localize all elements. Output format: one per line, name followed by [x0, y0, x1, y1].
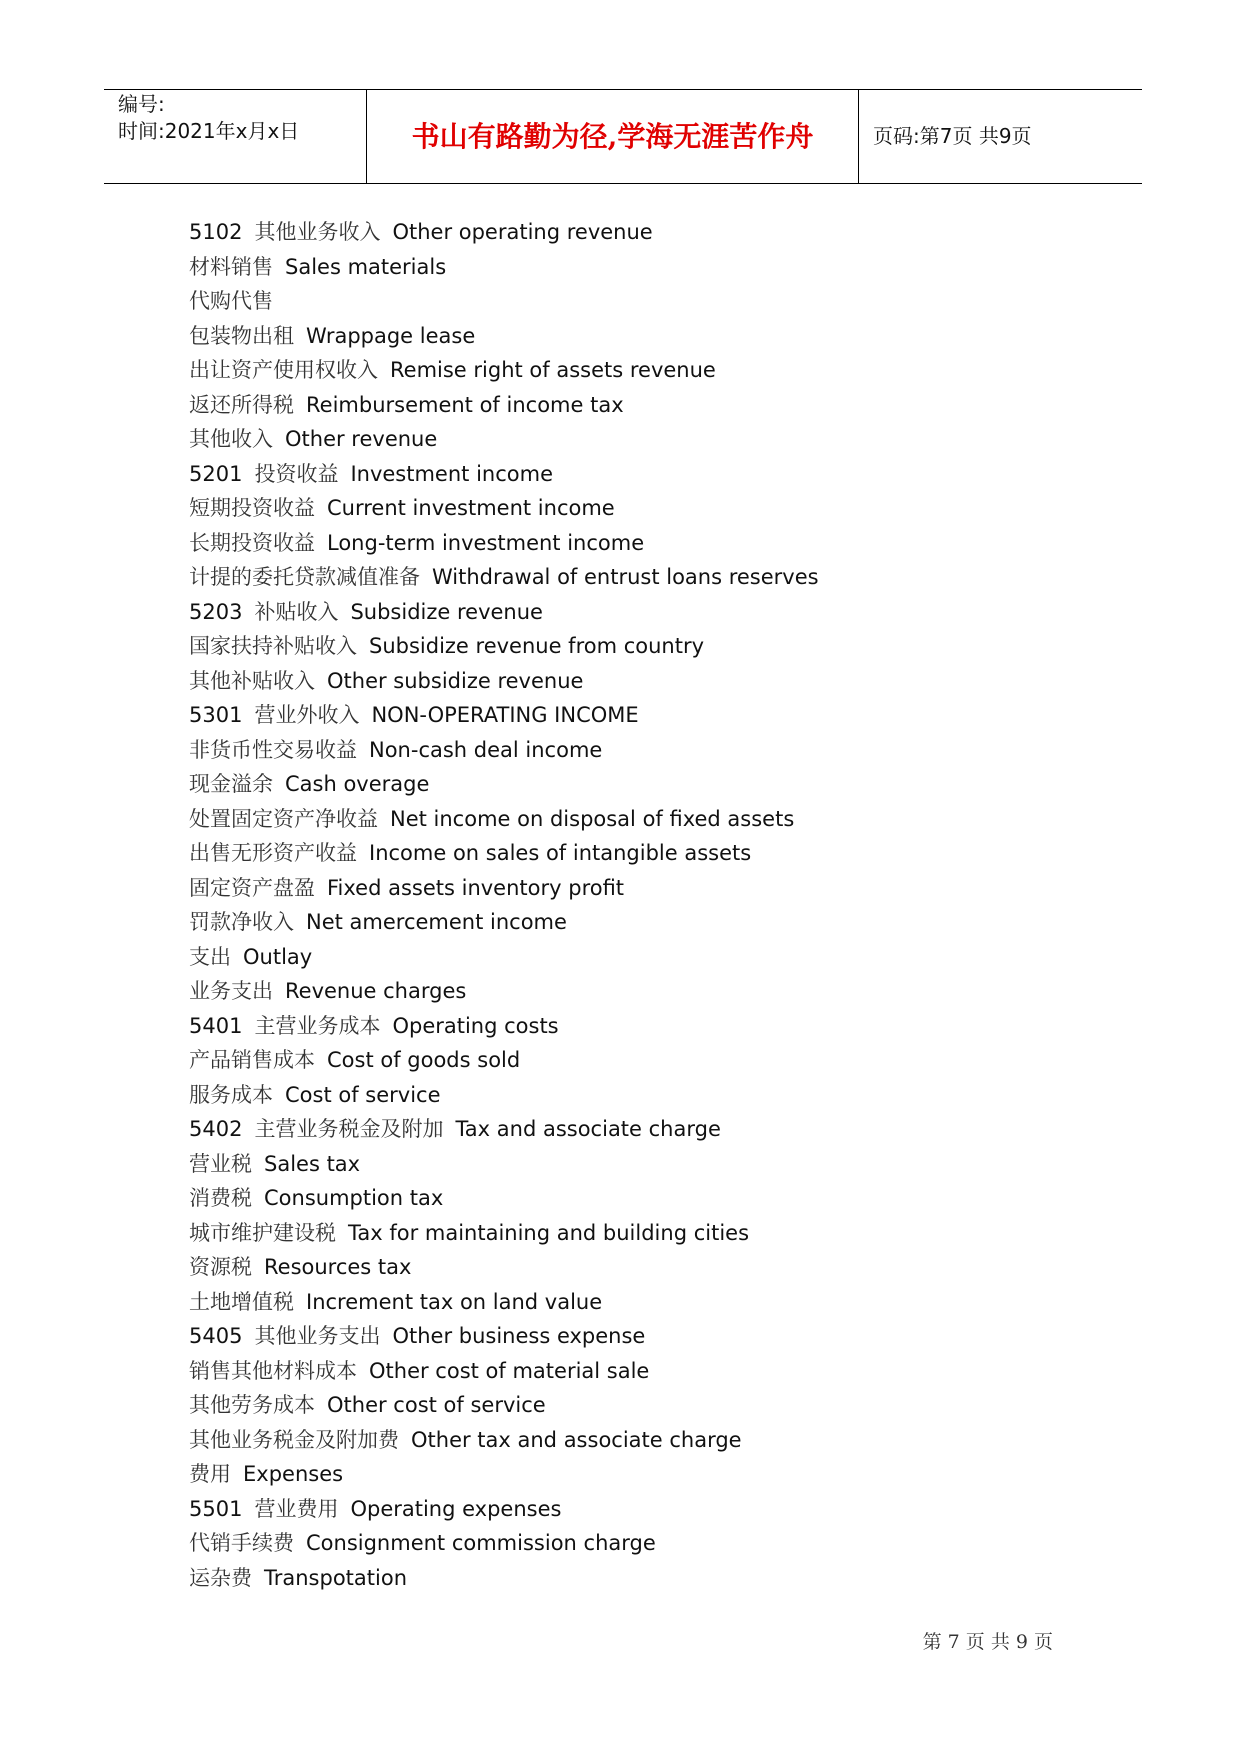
account-name-en: Outlay — [243, 944, 313, 969]
account-name-zh: 代购代售 — [189, 289, 273, 313]
account-name-en: Other operating revenue — [392, 220, 653, 244]
account-name-en: NON-OPERATING INCOME — [371, 703, 639, 727]
header-page-cell — [859, 90, 1142, 183]
account-name-en: Non-cash deal income — [369, 737, 603, 762]
list-item — [189, 1423, 819, 1458]
account-name-zh: 其他收入 — [189, 427, 273, 451]
account-name-zh: 出让资产使用权收入 — [189, 358, 378, 382]
list-item — [189, 215, 819, 250]
list-item — [189, 698, 819, 733]
account-entry-list — [189, 215, 819, 1595]
account-name-zh: 运杂费 — [189, 1565, 252, 1590]
account-name-en: Consumption tax — [264, 1186, 444, 1210]
account-name-en: Current investment income — [327, 496, 615, 520]
list-item — [189, 1112, 819, 1147]
account-name-zh: 材料销售 — [189, 254, 273, 279]
account-name-zh: 其他业务支出 — [254, 1324, 381, 1348]
account-code: 5301 — [189, 703, 243, 727]
account-name-zh: 产品销售成本 — [189, 1048, 315, 1072]
list-item — [189, 1354, 819, 1389]
motto-title: 书山有路勤为径,学海无涯苦作舟 — [411, 120, 814, 153]
account-code: 5102 — [189, 220, 243, 244]
account-name-en: Net income on disposal of fixed assets — [390, 806, 795, 831]
account-name-zh: 营业费用 — [254, 1496, 339, 1521]
account-name-zh: 处置固定资产净收益 — [189, 806, 378, 831]
list-item — [189, 526, 819, 561]
account-name-en: Income on sales of intangible assets — [369, 841, 752, 865]
page-header — [104, 89, 1142, 184]
account-name-en: Other cost of service — [327, 1393, 546, 1417]
list-item — [189, 802, 819, 837]
header-info-cell — [104, 90, 367, 183]
account-name-en: Other business expense — [392, 1324, 646, 1348]
account-name-zh: 资源税 — [189, 1255, 252, 1279]
account-name-zh: 计提的委托贷款减值准备 — [189, 565, 420, 589]
account-name-en: Withdrawal of entrust loans reserves — [432, 565, 819, 589]
list-item — [189, 560, 819, 595]
account-name-zh: 主营业务税金及附加 — [254, 1117, 444, 1141]
list-item — [189, 1457, 819, 1492]
list-item — [189, 1388, 819, 1423]
account-name-zh: 短期投资收益 — [189, 496, 315, 520]
list-item — [189, 836, 819, 871]
account-name-en: Increment tax on land value — [306, 1289, 603, 1314]
account-name-zh: 非货币性交易收益 — [189, 737, 357, 762]
account-name-en: Net amercement income — [306, 910, 567, 934]
account-name-en: Tax for maintaining and building cities — [348, 1220, 750, 1245]
account-name-en: Tax and associate charge — [455, 1117, 721, 1141]
account-name-en: Cost of goods sold — [327, 1048, 521, 1072]
account-name-en: Cost of service — [285, 1082, 441, 1107]
account-name-zh: 主营业务成本 — [254, 1013, 381, 1038]
number-label: 编号: — [118, 92, 165, 116]
account-name-zh: 业务支出 — [189, 979, 273, 1003]
account-name-en: Long-term investment income — [327, 530, 645, 555]
account-name-zh: 城市维护建设税 — [189, 1220, 336, 1245]
account-name-zh: 投资收益 — [254, 461, 339, 486]
account-name-zh: 出售无形资产收益 — [189, 841, 357, 865]
account-name-zh: 其他业务收入 — [254, 220, 381, 244]
list-item — [189, 491, 819, 526]
account-name-zh: 其他补贴收入 — [189, 668, 315, 693]
account-name-zh: 土地增值税 — [189, 1289, 294, 1314]
page-footer: 第 7 页 共 9 页 — [922, 1631, 1053, 1653]
account-name-en: Fixed assets inventory profit — [327, 875, 625, 900]
list-item — [189, 767, 819, 802]
account-name-zh: 营业外收入 — [254, 703, 360, 727]
account-name-en: Sales tax — [264, 1151, 361, 1176]
account-name-en: Other revenue — [285, 427, 438, 451]
list-item — [189, 664, 819, 699]
account-name-en: Cash overage — [285, 772, 430, 796]
account-name-en: Other cost of material sale — [369, 1358, 650, 1383]
account-name-zh: 罚款净收入 — [189, 910, 294, 934]
list-item — [189, 871, 819, 906]
list-item — [189, 319, 819, 354]
account-name-en: Operating expenses — [350, 1496, 562, 1521]
account-name-zh: 代销手续费 — [189, 1531, 294, 1555]
account-name-zh: 销售其他材料成本 — [189, 1358, 357, 1383]
account-code: 5401 — [189, 1013, 243, 1038]
list-item — [189, 1216, 819, 1251]
account-name-zh: 消费税 — [189, 1186, 252, 1210]
account-name-zh: 服务成本 — [189, 1082, 273, 1107]
account-code: 5402 — [189, 1117, 243, 1141]
account-name-en: Investment income — [350, 461, 553, 486]
list-item — [189, 595, 819, 630]
list-item — [189, 974, 819, 1009]
account-name-en: Other tax and associate charge — [411, 1427, 742, 1452]
account-code: 5405 — [189, 1324, 243, 1348]
account-name-en: Reimbursement of income tax — [306, 392, 624, 417]
account-code: 5501 — [189, 1496, 243, 1521]
account-name-en: Operating costs — [392, 1013, 559, 1038]
account-name-zh: 其他业务税金及附加费 — [189, 1427, 399, 1452]
list-item — [189, 1181, 819, 1216]
account-code: 5203 — [189, 599, 243, 624]
account-name-en: Sales materials — [285, 254, 447, 279]
list-item — [189, 1078, 819, 1113]
account-name-zh: 费用 — [189, 1462, 231, 1486]
time-label: 时间:2021年x月x日 — [118, 119, 300, 143]
list-item — [189, 940, 819, 975]
list-item — [189, 733, 819, 768]
account-name-en: Resources tax — [264, 1255, 412, 1279]
list-item — [189, 1009, 819, 1044]
list-item — [189, 1147, 819, 1182]
account-name-zh: 包装物出租 — [189, 323, 294, 348]
account-name-en: Consignment commission charge — [306, 1531, 656, 1555]
account-name-zh: 营业税 — [189, 1151, 252, 1176]
page-code: 页码:第7页 共9页 — [873, 124, 1032, 148]
list-item — [189, 1285, 819, 1320]
list-item — [189, 1319, 819, 1354]
account-name-zh: 现金溢余 — [189, 772, 273, 796]
account-name-en: Remise right of assets revenue — [390, 358, 716, 382]
list-item — [189, 284, 819, 319]
list-item — [189, 1043, 819, 1078]
list-item — [189, 353, 819, 388]
account-name-zh: 补贴收入 — [254, 599, 339, 624]
list-item — [189, 457, 819, 492]
account-name-en: Other subsidize revenue — [327, 668, 584, 693]
account-name-zh: 长期投资收益 — [189, 530, 315, 555]
account-name-zh: 返还所得税 — [189, 392, 294, 417]
account-name-zh: 支出 — [189, 944, 231, 969]
account-name-en: Revenue charges — [285, 979, 467, 1003]
account-name-zh: 固定资产盘盈 — [189, 875, 315, 900]
account-name-en: Expenses — [243, 1462, 344, 1486]
list-item — [189, 629, 819, 664]
account-name-zh: 国家扶持补贴收入 — [189, 634, 357, 658]
account-name-en: Transpotation — [264, 1565, 408, 1590]
list-item — [189, 1561, 819, 1596]
account-name-en: Wrappage lease — [306, 323, 476, 348]
account-name-en: Subsidize revenue — [350, 599, 543, 624]
list-item — [189, 422, 819, 457]
list-item — [189, 905, 819, 940]
list-item — [189, 1250, 819, 1285]
list-item — [189, 1492, 819, 1527]
account-code: 5201 — [189, 461, 243, 486]
list-item — [189, 388, 819, 423]
account-name-zh: 其他劳务成本 — [189, 1393, 315, 1417]
list-item — [189, 1526, 819, 1561]
list-item — [189, 250, 819, 285]
account-name-en: Subsidize revenue from country — [369, 634, 705, 658]
header-motto-cell — [367, 90, 859, 183]
